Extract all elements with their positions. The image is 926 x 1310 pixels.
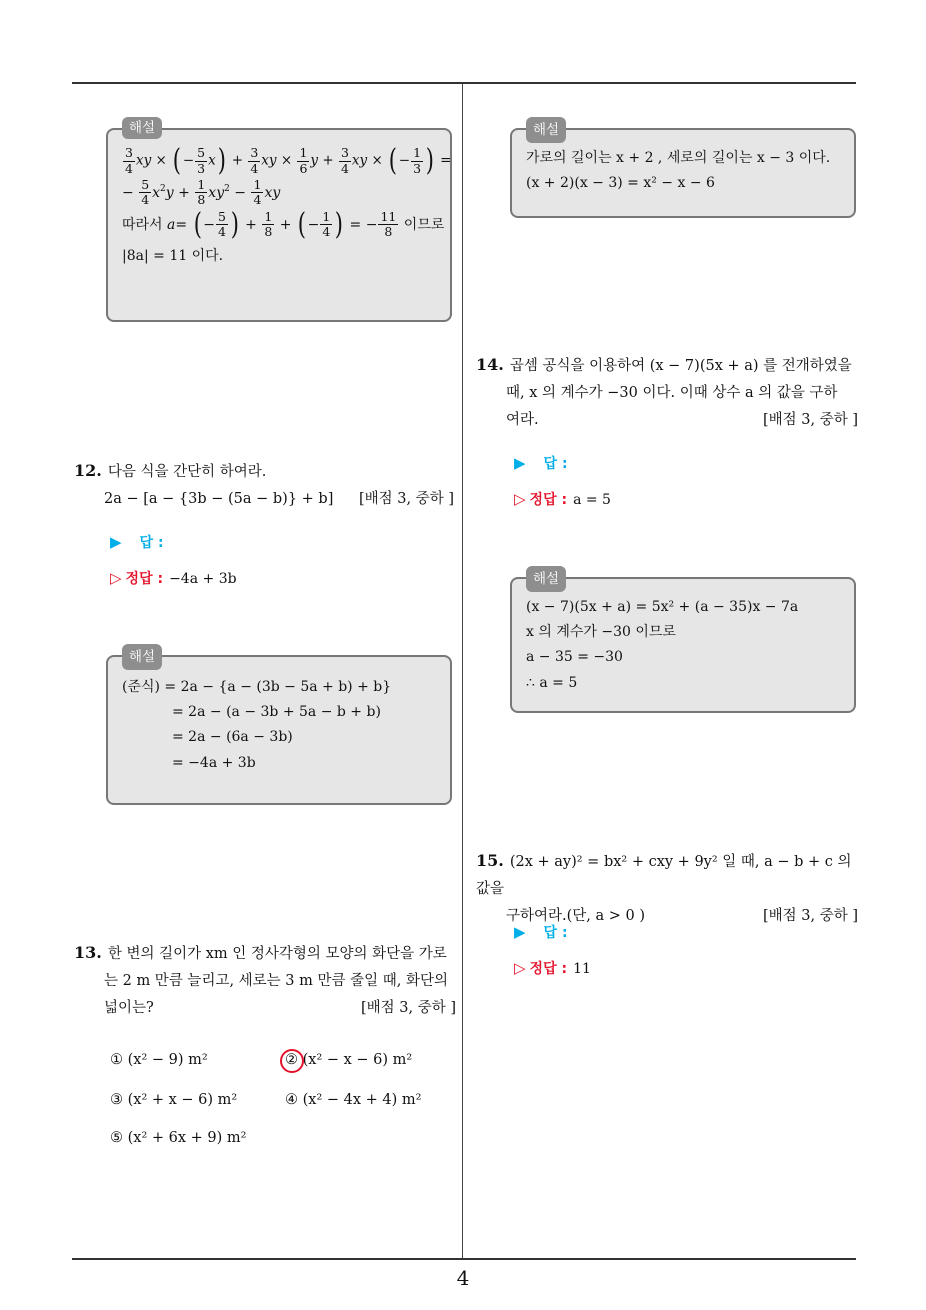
explanation-tag: 해설 [122,117,162,139]
question-number: 13. [74,943,102,962]
explanation-box-q11 [106,120,452,322]
choice-3[interactable]: ③ (x² + x − 6) m² [110,1092,238,1108]
solution-line: |8a| = 11 이다. [122,247,224,264]
choice-1[interactable]: ① (x² − 9) m² [110,1052,208,1068]
question-text: 다음 식을 간단히 하여라. [107,464,267,480]
explanation-box-q12 [106,649,452,805]
question-13 [74,938,456,1021]
explanation-box-q13 [510,122,856,218]
solution-line: x 의 계수가 −30 이므로 [526,624,676,641]
explanation-tag: 해설 [122,644,162,670]
explanation-box-q14 [510,571,856,713]
question-14 [476,350,858,433]
question-number: 15. [476,851,504,870]
selected-circle-mark [280,1049,304,1073]
explanation-tag: 해설 [526,566,566,592]
correct-label: 정답 : [125,571,164,587]
question-number: 14. [476,355,504,374]
correct-answer-row [110,568,237,588]
correct-arrow-icon: ▷ [514,490,526,508]
choice-4[interactable]: ④ (x² − 4x + 4) m² [285,1092,422,1108]
solution-line: $\frac{3}{4}$ xy × ( − $\frac{5}{3}$ x) + $\frac{3}{4}$ xy × $\frac{1}{6}$ y + $\frac{3}{4}$ xy × ( − $\frac{1}{3}$ ) = [125,143,452,178]
correct-answer: 11 [573,961,591,977]
solution-line: a − 35 = −30 [526,649,623,666]
correct-arrow-icon: ▷ [110,569,122,587]
question-text: 넓이는? [104,999,154,1016]
answer-label: 답 : [139,535,164,551]
question-text: (2x + ay)² = bx² + cxy + 9y² 일 때, a − b + c 의 값을 [476,854,852,897]
top-rule [72,82,856,84]
solution-line: − $\frac{5}{4}$ $x^2y$ + $\frac{1}{8}$ $xy^2$ − $\frac{1}{4}$ xy [122,177,281,208]
question-text: 는 2 m 만큼 늘리고, 세로는 3 m 만큼 줄일 때, 화단의 [104,972,448,989]
solution-line: = −4a + 3b [172,754,256,771]
answer-row [514,922,568,942]
correct-answer-row [514,958,591,978]
choice-5[interactable]: ⑤ (x² + 6x + 9) m² [110,1130,247,1146]
question-text: 한 변의 길이가 xm 인 정사각형의 모양의 화단을 가로 [107,946,447,962]
question-text: 곱셈 공식을 이용하여 (x − 7)(5x + a) 를 전개하였을 [509,358,852,374]
correct-answer: a = 5 [573,492,611,508]
answer-label: 답 : [543,925,568,941]
bottom-rule [72,1258,856,1260]
column-divider [462,84,463,1260]
solution-line: 따라서 a= ( − $\frac{5}{4}$ ) + $\frac{1}{8}$ + ( − $\frac{1}{4}$ ) = − $\frac{11}{8}$ 이므로 [122,206,445,242]
correct-answer-row [514,489,611,509]
question-12 [74,456,454,513]
page-number: 4 [456,1266,470,1290]
solution-line: (x − 7)(5x + a) = 5x² + (a − 35)x − 7a [526,599,799,615]
correct-label: 정답 : [529,492,568,508]
explanation-tag: 해설 [526,117,566,143]
score-label: [배점 3, 중하 ] [358,490,454,507]
question-expression: 2a − [a − {3b − (5a − b)} + b] [104,490,334,507]
solution-line: (준식) = 2a − {a − (3b − 5a + b) + b} [122,679,392,695]
question-text: 구하여라.(단, a > 0 ) [506,907,646,924]
question-text: 여라. [506,411,539,428]
score-label: [배점 3, 중하 ] [762,411,858,428]
answer-arrow-icon: ▶ [514,923,526,941]
choice-2[interactable]: ② (x² − x − 6) m² [285,1052,412,1068]
answer-row [110,532,164,552]
score-label: [배점 3, 중하 ] [762,907,858,924]
answer-row [514,453,568,473]
solution-line: = 2a − (6a − 3b) [172,729,293,746]
answer-label: 답 : [543,456,568,472]
question-15 [476,846,858,929]
question-text: 때, x 의 계수가 −30 이다. 이때 상수 a 의 값을 구하 [506,384,838,401]
solution-line: (x + 2)(x − 3) = x² − x − 6 [526,175,715,192]
score-label: [배점 3, 중하 ] [360,999,456,1016]
correct-arrow-icon: ▷ [514,959,526,977]
answer-arrow-icon: ▶ [514,454,526,472]
correct-answer: −4a + 3b [169,571,237,587]
solution-line: ∴ a = 5 [526,674,578,691]
correct-label: 정답 : [529,961,568,977]
question-number: 12. [74,461,102,480]
solution-line: 가로의 길이는 x + 2 , 세로의 길이는 x − 3 이다. [526,150,831,166]
answer-arrow-icon: ▶ [110,533,122,551]
solution-line: = 2a − (a − 3b + 5a − b + b) [172,704,381,721]
